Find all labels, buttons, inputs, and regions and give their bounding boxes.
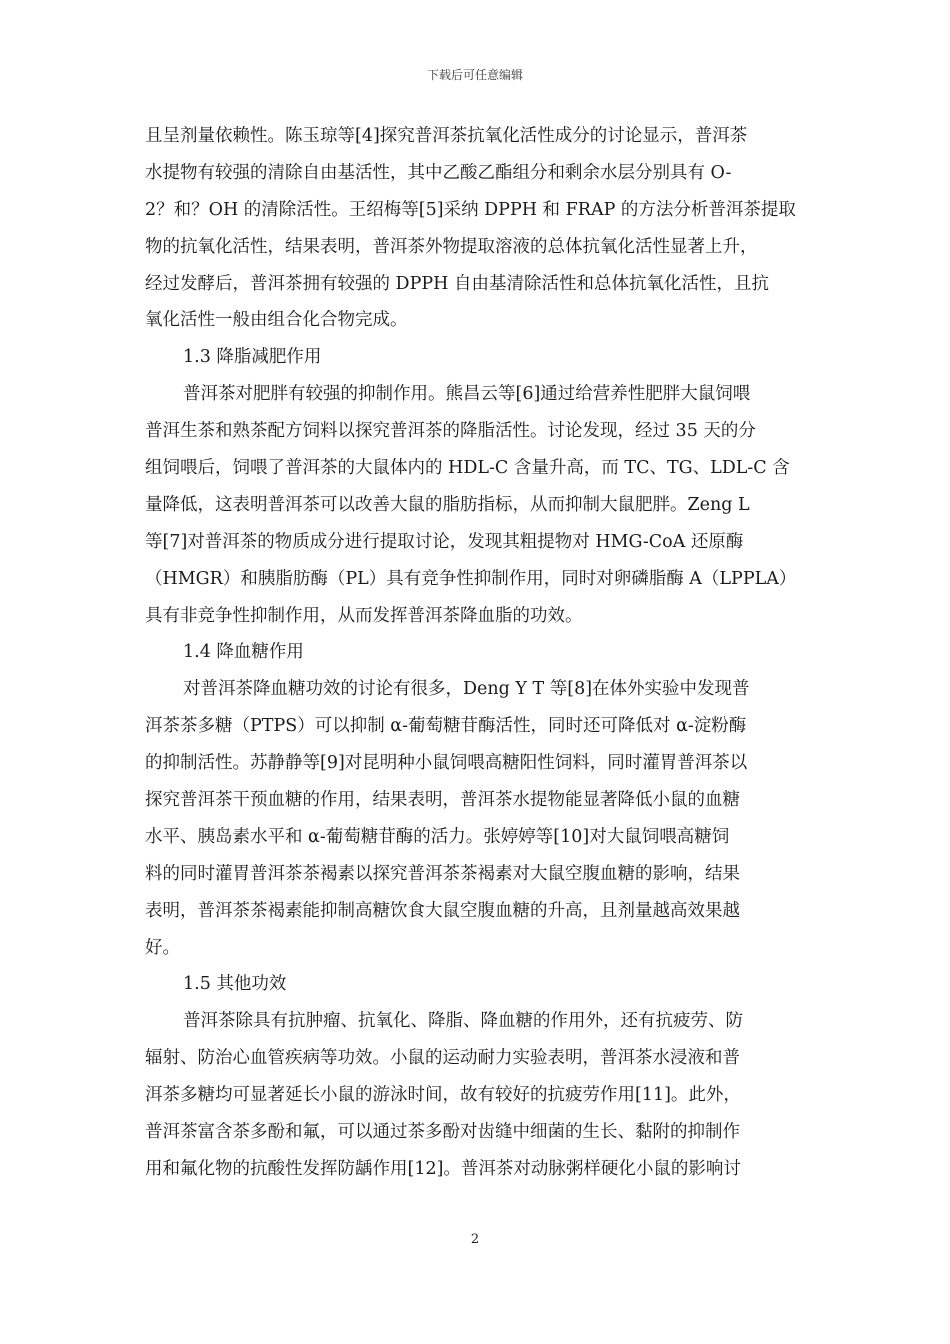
- document-body: [145, 118, 810, 1188]
- text-line: 对普洱茶降血糖功效的讨论有很多，Deng Y T 等[8]在体外实验中发现普: [183, 679, 750, 700]
- text-line: 具有非竞争性抑制作用，从而发挥普洱茶降血脂的功效。: [145, 605, 583, 626]
- text-line: 等[7]对普洱茶的物质成分进行提取讨论，发现其粗提物对 HMG-CoA 还原酶: [145, 531, 744, 552]
- text-line: 普洱茶对肥胖有较强的抑制作用。熊昌云等[6]通过给营养性肥胖大鼠饲喂: [183, 384, 751, 405]
- text-line: 物的抗氧化活性，结果表明，普洱茶外物提取溶液的总体抗氧化活性显著上升，: [145, 236, 758, 257]
- section-heading-1-5: 1.5 其他功效: [183, 974, 287, 995]
- text-line: 水平、胰岛素水平和 α-葡萄糖苷酶的活力。张婷婷等[10]对大鼠饲喂高糖饲: [145, 826, 730, 847]
- text-line: 水提物有较强的清除自由基活性，其中乙酸乙酯组分和剩余水层分别具有 O-: [145, 162, 732, 183]
- section-heading-1-4: 1.4 降血糖作用: [183, 642, 304, 663]
- text-line: （HMGR）和胰脂肪酶（PL）具有竞争性抑制作用，同时对卵磷脂酶 A（LPPLA）: [145, 568, 797, 589]
- text-line: 普洱茶富含茶多酚和氟，可以通过茶多酚对齿缝中细菌的生长、黏附的抑制作: [145, 1122, 740, 1143]
- text-line: 且呈剂量依赖性。陈玉琼等[4]探究普洱茶抗氧化活性成分的讨论显示，普洱茶: [145, 126, 748, 146]
- page-header: 下载后可任意编辑: [426, 68, 523, 82]
- text-line: 料的同时灌胃普洱茶茶褐素以探究普洱茶茶褐素对大鼠空腹血糖的影响，结果: [145, 863, 740, 884]
- text-line: 量降低，这表明普洱茶可以改善大鼠的脂肪指标，从而抑制大鼠肥胖。Zeng L: [145, 494, 750, 515]
- text-line: 普洱茶除具有抗肿瘤、抗氧化、降脂、降血糖的作用外，还有抗疲劳、防: [183, 1011, 743, 1032]
- text-line: 氧化活性一般由组合化合物完成。: [145, 310, 408, 331]
- text-line: 2？和？OH 的清除活性。王绍梅等[5]采纳 DPPH 和 FRAP 的方法分析普洱茶提取: [145, 199, 796, 220]
- text-line: 用和氟化物的抗酸性发挥防龋作用[12]。普洱茶对动脉粥样硬化小鼠的影响讨: [145, 1158, 741, 1179]
- text-line: 经过发酵后，普洱茶拥有较强的 DPPH 自由基清除活性和总体抗氧化活性，且抗: [145, 273, 769, 294]
- text-line: 表明，普洱茶茶褐素能抑制高糖饮食大鼠空腹血糖的升高，且剂量越高效果越: [145, 900, 740, 921]
- text-line: 探究普洱茶干预血糖的作用，结果表明，普洱茶水提物能显著降低小鼠的血糖: [145, 790, 740, 811]
- page-number: 2: [470, 1232, 480, 1247]
- text-line: 好。: [145, 937, 180, 958]
- text-line: 普洱生茶和熟茶配方饲料以探究普洱茶的降脂活性。讨论发现，经过 35 天的分: [145, 421, 756, 442]
- section-heading-1-3: 1.3 降脂减肥作用: [183, 347, 322, 368]
- text-line: 组饲喂后，饲喂了普洱茶的大鼠体内的 HDL-C 含量升高，而 TC、TG、LDL-C 含: [145, 458, 790, 479]
- text-line: 的抑制活性。苏静静等[9]对昆明种小鼠饲喂高糖阳性饲料，同时灌胃普洱茶以: [145, 753, 748, 774]
- text-line: 洱茶多糖均可显著延长小鼠的游泳时间，故有较好的抗疲劳作用[11]。此外，: [145, 1085, 741, 1106]
- text-line: 洱茶茶多糖（PTPS）可以抑制 α-葡萄糖苷酶活性，同时还可降低对 α-淀粉酶: [145, 716, 747, 737]
- text-line: 辐射、防治心血管疾病等功效。小鼠的运动耐力实验表明，普洱茶水浸液和普: [145, 1048, 740, 1069]
